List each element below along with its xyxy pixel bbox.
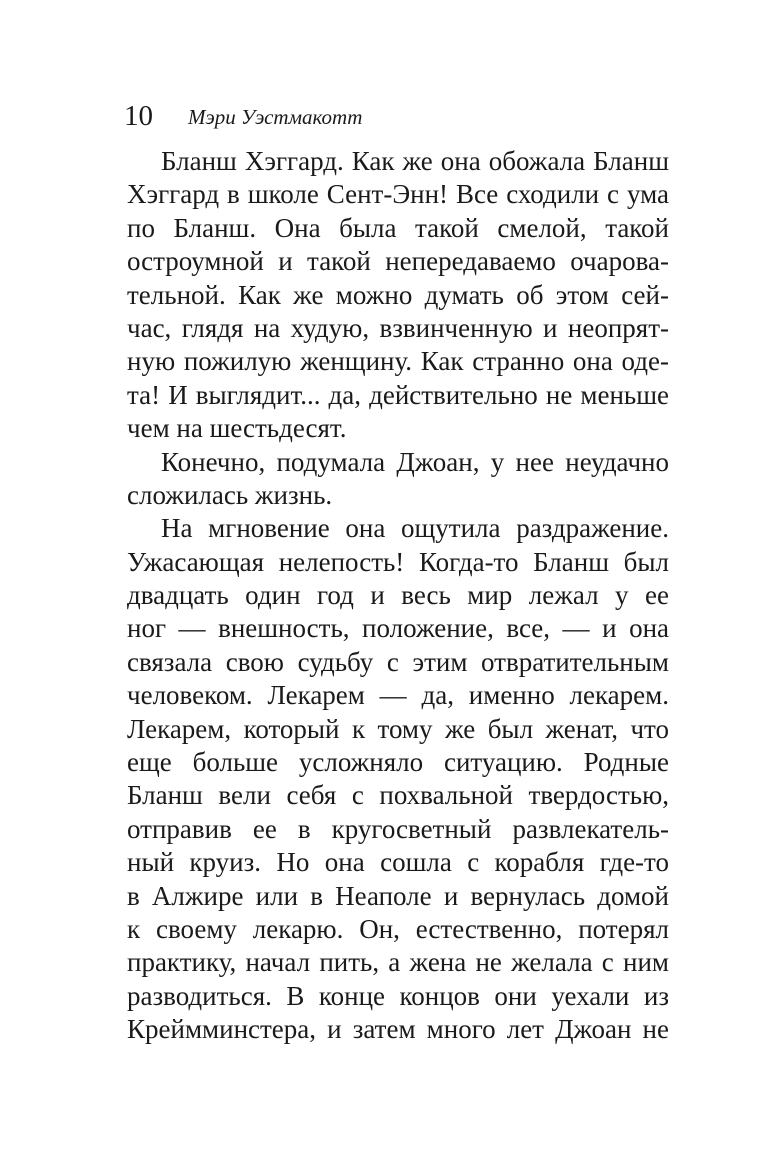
- text-line: практику, начал пить, а жена не желала с ним: [127, 947, 669, 978]
- text-line: по Бланш. Она была такой смелой, такой: [127, 212, 669, 243]
- text-line: остроумной и такой непередаваемо очарова-: [127, 246, 669, 277]
- text-line: сложилась жизнь.: [127, 479, 333, 510]
- text-line: тельной. Как же можно думать об этом сей-: [127, 279, 669, 310]
- text-line: еще больше усложняло ситуацию. Родные: [127, 747, 669, 778]
- page-number: 10: [124, 100, 153, 132]
- text-line: двадцать один год и весь мир лежал у ее: [127, 580, 669, 611]
- text-line: Креймминстера, и затем много лет Джоан не: [127, 1014, 669, 1045]
- text-line: Бланш вели себя с похвальной твердостью,: [127, 780, 669, 811]
- text-line: разводиться. В конце концов они уехали из: [127, 980, 669, 1011]
- text-line: Лекарем, который к тому же был женат, что: [127, 713, 669, 744]
- page-header: [124, 98, 684, 138]
- body-text: [127, 145, 669, 1047]
- text-line: Конечно, подумала Джоан, у нее неудачно: [161, 446, 669, 477]
- text-line: человеком. Лекарем — да, именно лекарем.: [127, 680, 669, 711]
- text-line: ный круиз. Но она сошла с корабля где-то: [127, 847, 669, 878]
- text-line: На мгновение она ощутила раздражение.: [161, 513, 669, 544]
- text-line: ног — внешность, положение, все, — и она: [127, 613, 669, 644]
- text-line: та! И выглядит... да, действительно не меньше: [127, 379, 669, 410]
- text-line: час, глядя на худую, взвинченную и неопрят-: [127, 312, 669, 343]
- text-line: к своему лекарю. Он, естественно, потерял: [127, 913, 669, 944]
- text-line: Ужасающая нелепость! Когда-то Бланш был: [127, 546, 669, 577]
- text-line: отправив ее в кругосветный развлекатель-: [127, 813, 669, 844]
- running-head-author: Мэри Уэстмакотт: [188, 105, 363, 129]
- text-line: в Алжире или в Неаполе и вернулась домой: [127, 880, 669, 911]
- text-line: связала свою судьбу с этим отвратительным: [127, 646, 669, 677]
- text-line: чем на шестьдесят.: [127, 413, 347, 444]
- text-line: Бланш Хэггард. Как же она обожала Бланш: [161, 146, 669, 176]
- text-line: ную пожилую женщину. Как странно она оде-: [127, 346, 669, 377]
- text-line: Хэггард в школе Сент-Энн! Все сходили с ума: [127, 179, 669, 210]
